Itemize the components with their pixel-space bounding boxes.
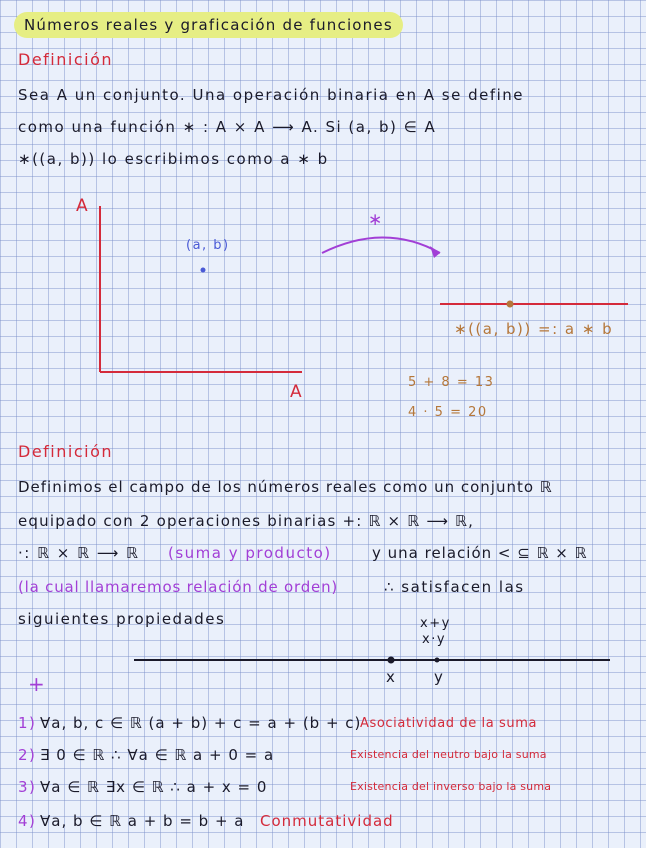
definition-1-line-1: Sea A un conjunto. Una operación binaria en A se define	[18, 86, 525, 104]
definition-2-line-4b: ∴ satisfacen las	[384, 578, 525, 596]
property-3-name: Existencia del inverso bajo la suma	[350, 780, 552, 793]
property-1-number: 1)	[18, 714, 37, 732]
definition-2-line-3b: (suma y producto)	[168, 544, 332, 562]
property-3-number: 3)	[18, 778, 37, 796]
page-title: Números reales y graficación de funciones	[14, 12, 403, 38]
number-line-point-x	[388, 657, 395, 664]
property-1-name: Asociatividad de la suma	[360, 716, 538, 731]
operation-arrow-curve	[322, 238, 440, 254]
result-label: ∗((a, b)) =: a ∗ b	[454, 320, 614, 338]
arrow-operation-label: ∗	[368, 210, 384, 230]
definition-2-line-1: Definimos el campo de los números reales como un conjunto ℝ	[18, 478, 553, 496]
property-2-expression: ∃ 0 ∈ ℝ ∴ ∀a ∈ ℝ a + 0 = a	[40, 746, 275, 764]
definition-heading-1: Definición	[18, 50, 113, 69]
property-4-name: Conmutatividad	[260, 812, 394, 830]
point-ab-dot	[201, 268, 206, 273]
property-2-name: Existencia del neutro bajo la suma	[350, 748, 547, 761]
result-dot	[507, 301, 514, 308]
definition-2-line-3c: y una relación < ⊆ ℝ × ℝ	[372, 544, 588, 562]
number-line-y-label: y	[434, 668, 445, 686]
axis-y-label: A	[76, 196, 90, 216]
definition-1-line-3: ∗((a, b)) lo escribimos como a ∗ b	[18, 150, 329, 168]
number-line-x-label: x	[386, 668, 397, 686]
arrow-head-icon	[430, 246, 440, 258]
definition-2-line-5: siguientes propiedades	[18, 610, 226, 628]
definition-2-line-3a: ·: ℝ × ℝ ⟶ ℝ	[18, 544, 140, 562]
axis-x-label: A	[290, 382, 304, 402]
number-line-sum-label: x+y	[420, 616, 451, 631]
property-3-expression: ∀a ∈ ℝ ∃x ∈ ℝ ∴ a + x = 0	[40, 778, 268, 796]
example-sum: 5 + 8 = 13	[408, 375, 495, 390]
example-product: 4 · 5 = 20	[408, 405, 488, 420]
number-line-point-y	[435, 658, 440, 663]
definition-1-line-2: como una función ∗ : A × A ⟶ A. Si (a, b) ∈ A	[18, 118, 437, 136]
point-ab-label: (a, b)	[186, 238, 230, 253]
property-1-expression: ∀a, b, c ∈ ℝ (a + b) + c = a + (b + c)	[40, 714, 362, 732]
number-line-product-label: x·y	[422, 632, 447, 647]
property-4-expression: ∀a, b ∈ ℝ a + b = b + a	[40, 812, 245, 830]
definition-2-line-2: equipado con 2 operaciones binarias +: ℝ × ℝ ⟶ ℝ,	[18, 512, 475, 530]
property-4-number: 4)	[18, 812, 37, 830]
definition-2-line-4a: (la cual llamaremos relación de orden)	[18, 578, 339, 596]
definition-heading-2: Definición	[18, 442, 113, 461]
property-2-number: 2)	[18, 746, 37, 764]
plus-symbol: +	[28, 672, 47, 696]
